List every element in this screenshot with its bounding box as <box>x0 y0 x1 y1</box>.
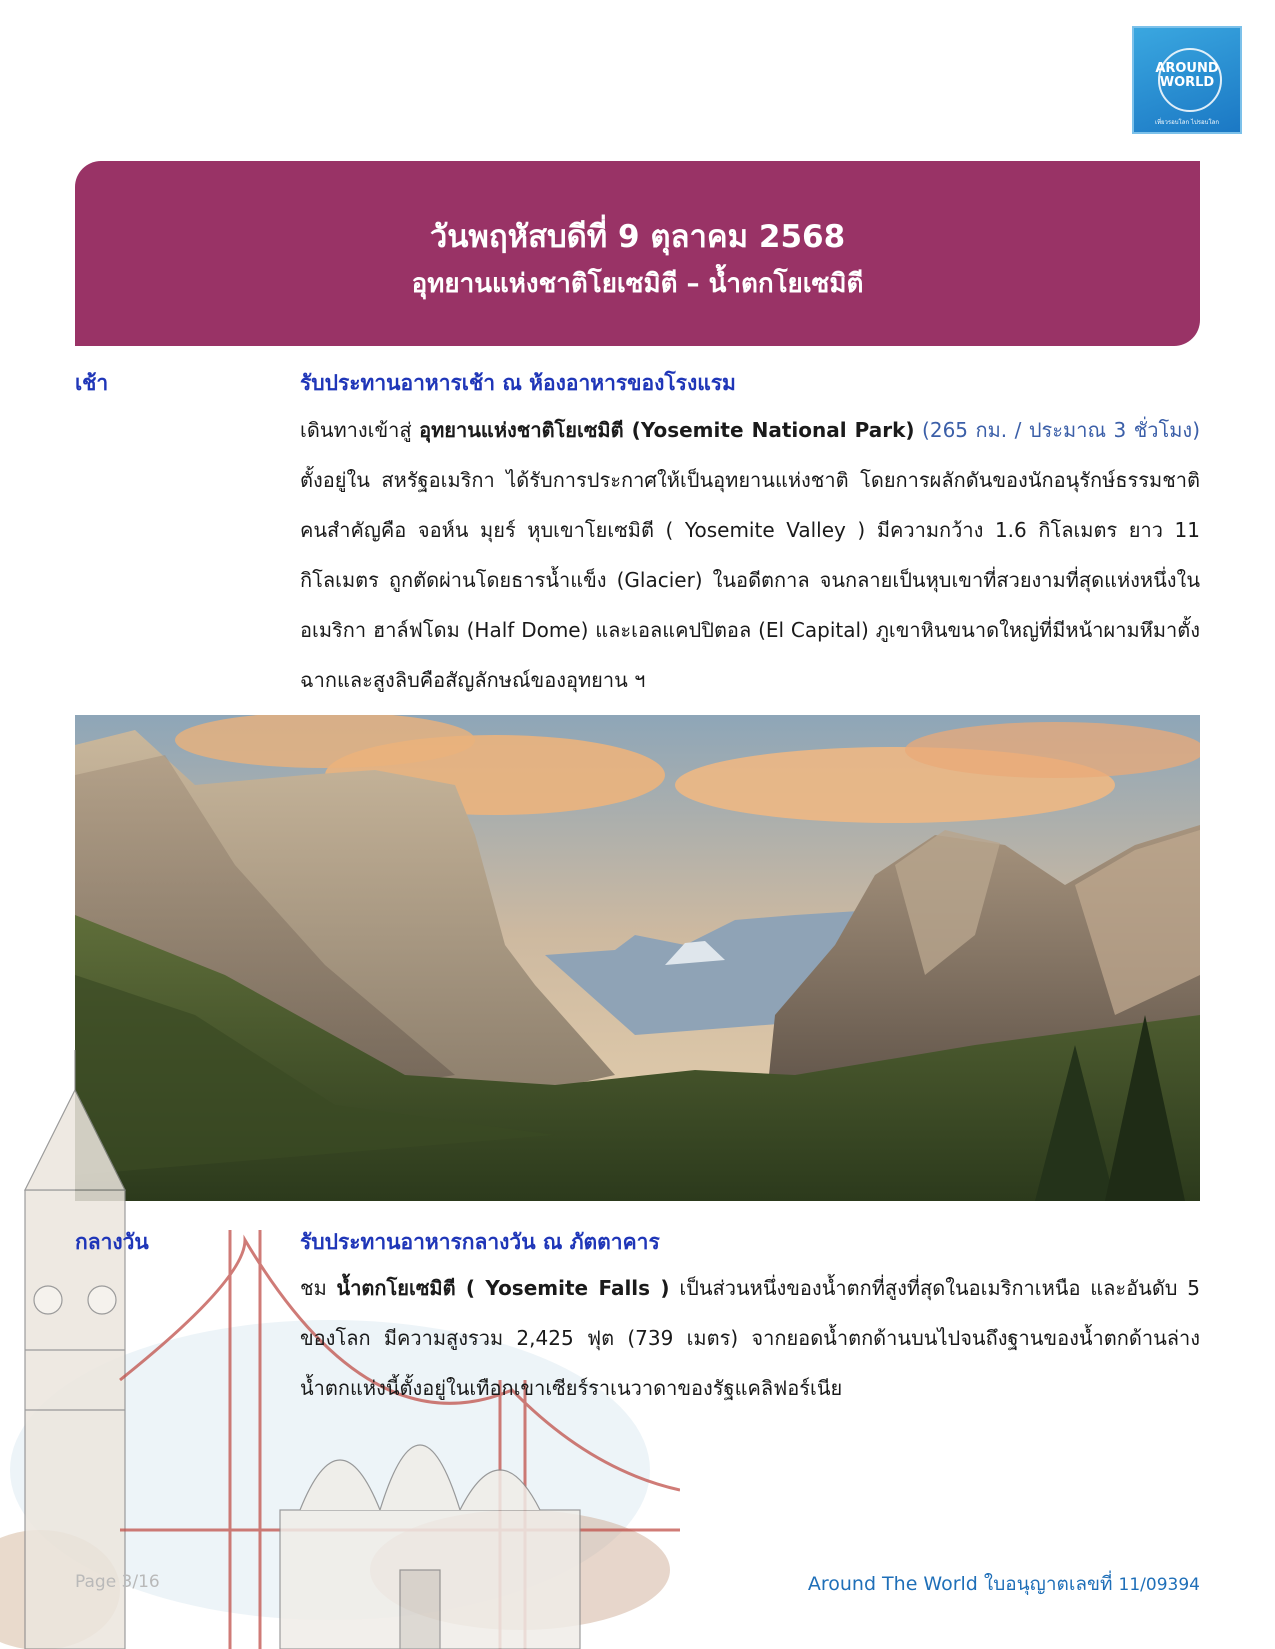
noon-label: กลางวัน <box>75 1230 149 1254</box>
page-number: Page 3/16 <box>75 1572 160 1592</box>
logo-text-around: AROUND <box>1155 61 1219 76</box>
morning-label: เช้า <box>75 371 109 395</box>
desc-distance: (265 กม. / ประมาณ 3 ชั่วโมง) <box>914 418 1200 442</box>
logo-tagline: เที่ยวรอบโลก ไปรอบโลก <box>1155 119 1219 126</box>
logo-text-world: WORLD <box>1159 75 1215 90</box>
footer-company: Around The World <box>807 1573 978 1595</box>
noon-desc-falls-name: น้ำตกโยเซมิตี ( Yosemite Falls ) <box>336 1276 670 1300</box>
desc-body: ตั้งอยู่ใน สหรัฐอเมริกา ได้รับการประกาศให้เป็นอุทยานแห่งชาติ โดยการผลักดันของนักอนุรักษ์ธรรมชาติคนสำคัญคือ จอห์น มุยร์ หุบเขาโยเซมิตี ( Yosemite Valley ) มีความกว้าง 1.6 กิโลเมตร ยาว 11 กิโลเมตร ถูกตัดผ่านโดยธารน้ำแข็ง (Glacier) ในอดีตกาล จนกลายเป็นหุบเขาที่สวยงามที่สุดแห่งหนึ่งในอเมริกา ฮาล์ฟโดม (Half Dome) และเอลแคปปิตอล (El Capital) ภูเขาหินขนาดใหญ่ที่มีหน้าผามหึมาตั้งฉากและสูงลิบคือสัญลักษณ์ของอุทยาน ฯ <box>300 468 1200 692</box>
day-title: อุทยานแห่งชาติโยเซมิตี – น้ำตกโยเซมิตี <box>411 269 864 299</box>
morning-description <box>300 405 1200 705</box>
noon-desc-body: เป็นส่วนหนึ่งของน้ำตกที่สูงที่สุดในอเมริกาเหนือ และอันดับ 5 ของโลก มีความสูงรวม 2,425 ฟุต (739 เมตร) จากยอดน้ำตกด้านบนไปจนถึงฐานของน้ำตกด้านล่างน้ำตกแห่งนี้ตั้งอยู่ในเทือกเขาเซียร์ราเนวาดาของรัฐแคลิฟอร์เนีย <box>300 1276 1200 1400</box>
noon-description <box>300 1263 1200 1413</box>
footer-license <box>808 1569 1200 1599</box>
footer-license-number: 11/09394 <box>1118 1575 1200 1595</box>
footer-license-label: ใบอนุญาตเลขที่ <box>977 1573 1119 1595</box>
day-date: วันพฤหัสบดีที่ 9 ตุลาคม 2568 <box>429 219 846 255</box>
noon-desc-lead: ชม <box>300 1276 337 1300</box>
morning-meal: รับประทานอาหารเช้า ณ ห้องอาหารของโรงแรม <box>300 371 736 395</box>
desc-lead: เดินทางเข้าสู่ <box>300 418 420 442</box>
day-header-banner <box>75 161 1200 346</box>
noon-meal: รับประทานอาหารกลางวัน ณ ภัตตาคาร <box>300 1230 660 1254</box>
company-logo <box>1132 26 1242 134</box>
desc-park-name: อุทยานแห่งชาติโยเซมิตี (Yosemite National Park) <box>419 418 915 442</box>
